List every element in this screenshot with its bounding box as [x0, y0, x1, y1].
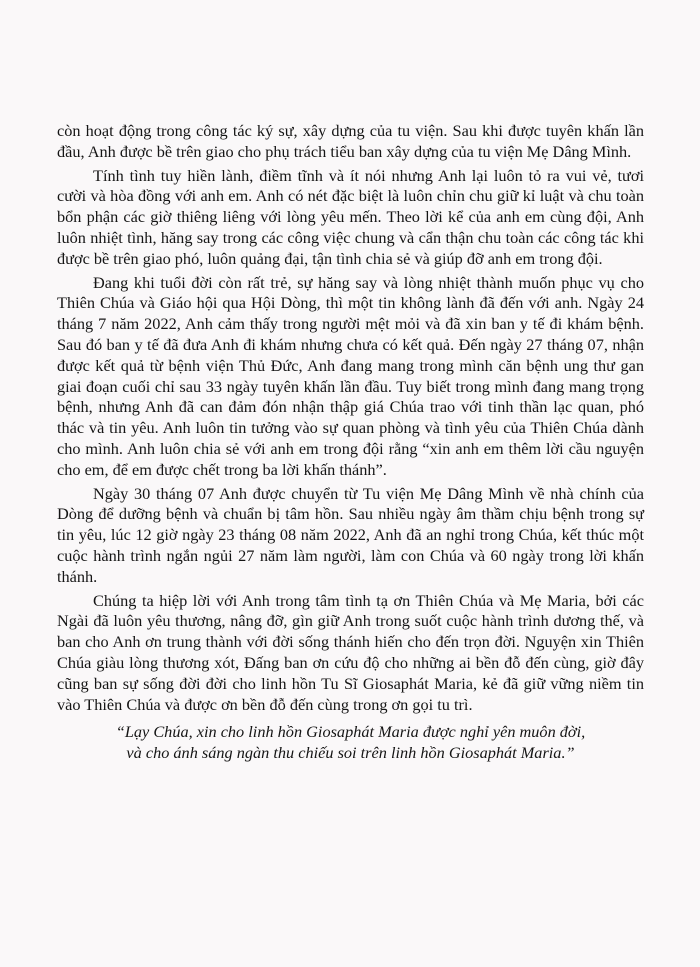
- document-text-block: [57, 121, 644, 764]
- paragraph-illness: Đang khi tuổi đời còn rất trẻ, sự hăng say và lòng nhiệt thành muốn phục vụ cho Thiên Chúa và Giáo hội qua Hội Dòng, thì một tin không lành đã đến với anh. Ngày 24 tháng 7 năm 2022, Anh cảm thấy trong người mệt mỏi và đã xin ban y tế đi khám bệnh. Sau đó ban y tế đã đưa Anh đi khám nhưng chưa có kết quả. Đến ngày 27 tháng 07, nhận được kết quả từ bệnh viện Thủ Đức, Anh đang mang trong mình căn bệnh ung thư gan giai đoạn cuối chỉ sau 33 ngày tuyên khấn lần đầu. Tuy biết trong mình đang mang trọng bệnh, nhưng Anh đã can đảm đón nhận thập giá Chúa trao với tinh thần lạc quan, phó thác và tin yêu. Anh luôn tin tưởng vào sự quan phòng và tình yêu của Thiên Chúa dành cho mình. Anh luôn chia sẻ với anh em trong đội rằng “xin anh em thêm lời cầu nguyện cho em, để em được chết trong ba lời khấn thánh”.: [57, 272, 644, 479]
- paragraph-continuation: còn hoạt động trong công tác ký sự, xây dựng của tu viện. Sau khi được tuyên khấn lần đầu, Anh được bề trên giao cho phụ trách tiểu ban xây dựng của tu viện Mẹ Dâng Mình.: [57, 121, 644, 161]
- closing-prayer-quote: [57, 722, 644, 764]
- paragraph-passing: Ngày 30 tháng 07 Anh được chuyển từ Tu viện Mẹ Dâng Mình về nhà chính của Dòng để dưỡng bệnh và chuẩn bị tâm hồn. Sau nhiều ngày âm thầm chịu bệnh trong sự tin yêu, lúc 12 giờ ngày 23 tháng 08 năm 2022, Anh đã an nghỉ trong Chúa, kết thúc một cuộc hành trình ngắn ngủi 27 năm làm người, làm con Chúa và 60 ngày trong lời khấn thánh.: [57, 483, 644, 586]
- prayer-quote-line-1: “Lạy Chúa, xin cho linh hồn Giosaphát Maria được nghỉ yên muôn đời,: [115, 722, 586, 742]
- paragraph-thanksgiving: Chúng ta hiệp lời với Anh trong tâm tình tạ ơn Thiên Chúa và Mẹ Maria, bởi các Ngài đã luôn yêu thương, nâng đỡ, gìn giữ Anh trong suốt cuộc hành trình dương thế, và ban cho Anh ơn trung thành với đời sống thánh hiến cho đến trọn đời. Nguyện xin Thiên Chúa giàu lòng thương xót, Đấng ban ơn cứu độ cho những ai bền đỗ đến cùng, giờ đây cũng ban sự sống đời đời cho linh hồn Tu Sĩ Giosaphát Maria, kẻ đã giữ vững niềm tin vào Thiên Chúa và được ơn bền đỗ đến cùng trong ơn gọi tu trì.: [57, 590, 644, 714]
- paragraph-character: Tính tình tuy hiền lành, điềm tĩnh và ít nói nhưng Anh lại luôn tỏ ra vui vẻ, tươi cười và hòa đồng với anh em. Anh có nét đặc biệt là luôn chỉn chu giữ kỉ luật và chu toàn bổn phận các giờ thiêng liêng với lòng yêu mến. Theo lời kể của anh em cùng đội, Anh luôn nhiệt tình, hăng say trong các công việc chung và cẩn thận chu toàn các công tác khi được bề trên giao phó, luôn quảng đại, tận tình chia sẻ và giúp đỡ anh em trong đội.: [57, 165, 644, 268]
- prayer-quote-line-2: và cho ánh sáng ngàn thu chiếu soi trên linh hồn Giosaphát Maria.”: [126, 743, 575, 763]
